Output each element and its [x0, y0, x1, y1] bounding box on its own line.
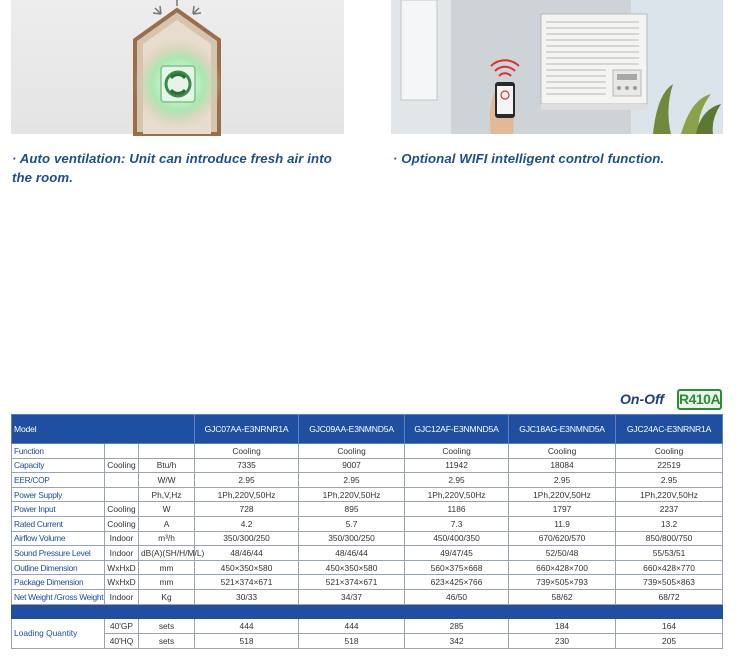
row-value: 46/50 — [405, 589, 509, 604]
table-row — [12, 618, 723, 633]
ventilation-illustration — [11, 0, 344, 134]
row-value: 55/53/51 — [616, 546, 723, 561]
row-condition — [105, 444, 139, 459]
row-value: 444 — [299, 618, 405, 633]
window-ac-wifi-icon — [391, 0, 723, 134]
row-value: Cooling — [405, 444, 509, 459]
table-row — [12, 531, 723, 546]
table-row — [12, 487, 723, 502]
row-value: 1186 — [405, 502, 509, 517]
row-unit — [139, 444, 195, 459]
row-unit: W/W — [139, 473, 195, 488]
row-label: Net Weight /Gross Weight — [12, 589, 105, 604]
row-value: 34/37 — [299, 589, 405, 604]
row-label: Sound Pressure Level — [12, 546, 105, 561]
row-value: Cooling — [509, 444, 616, 459]
row-unit: Btu/h — [139, 458, 195, 473]
row-value: 2.95 — [616, 473, 723, 488]
row-value: 560×375×668 — [405, 560, 509, 575]
model-name: GJC09AA-E3NMND5A — [299, 415, 405, 444]
row-value: 7.3 — [405, 516, 509, 531]
row-value: 518 — [299, 633, 405, 648]
row-value: 7335 — [195, 458, 299, 473]
house-ventilation-icon — [11, 0, 344, 134]
model-name: GJC07AA-E3NRNR1A — [195, 415, 299, 444]
row-value: 285 — [405, 618, 509, 633]
row-value: 5.7 — [299, 516, 405, 531]
row-value: 9007 — [299, 458, 405, 473]
row-value: 350/300/250 — [195, 531, 299, 546]
table-row — [12, 473, 723, 488]
row-condition: Indoor — [105, 589, 139, 604]
row-unit: sets — [139, 633, 195, 648]
row-value: 68/72 — [616, 589, 723, 604]
row-unit: A — [139, 516, 195, 531]
row-value: 444 — [195, 618, 299, 633]
row-value: 2.95 — [195, 473, 299, 488]
row-value: 850/800/750 — [616, 531, 723, 546]
row-value: 2.95 — [405, 473, 509, 488]
row-value: 450/400/350 — [405, 531, 509, 546]
row-value: 2.95 — [509, 473, 616, 488]
row-value: 728 — [195, 502, 299, 517]
table-row — [12, 546, 723, 561]
table-header-row — [12, 415, 723, 444]
model-name: GJC24AC-E3NRNR1A — [616, 415, 723, 444]
row-value: 739×505×793 — [509, 575, 616, 590]
row-value: Cooling — [195, 444, 299, 459]
row-value: 1Ph,220V,50Hz — [616, 487, 723, 502]
table-row — [12, 516, 723, 531]
row-unit: mm — [139, 560, 195, 575]
loading-quantity-label: Loading Quantity — [12, 618, 105, 648]
row-value: 1Ph,220V,50Hz — [299, 487, 405, 502]
row-value: 342 — [405, 633, 509, 648]
model-name: GJC18AG-E3NMND5A — [509, 415, 616, 444]
row-value: 48/46/44 — [195, 546, 299, 561]
row-label: Airflow Volume — [12, 531, 105, 546]
row-value: 18084 — [509, 458, 616, 473]
row-value: 30/33 — [195, 589, 299, 604]
row-label: EER/COP — [12, 473, 105, 488]
row-value: 1Ph,220V,50Hz — [195, 487, 299, 502]
wifi-ac-photo — [391, 0, 723, 134]
row-value: 58/62 — [509, 589, 616, 604]
row-value: 49/47/45 — [405, 546, 509, 561]
row-condition: Indoor — [105, 546, 139, 561]
row-label: Capacity — [12, 458, 105, 473]
refrigerant-badge: R410A — [677, 389, 722, 410]
row-label: Rated Current — [12, 516, 105, 531]
row-value: 450×350×580 — [195, 560, 299, 575]
row-value: 11942 — [405, 458, 509, 473]
row-label: Package Dimension — [12, 575, 105, 590]
row-value: 670/620/570 — [509, 531, 616, 546]
row-value: 22519 — [616, 458, 723, 473]
row-value: 521×374×671 — [299, 575, 405, 590]
row-condition: WxHxD — [105, 575, 139, 590]
container-type: 40'HQ — [105, 633, 139, 648]
row-value: 11.9 — [509, 516, 616, 531]
row-condition: Indoor — [105, 531, 139, 546]
separator-cell — [12, 604, 723, 618]
row-unit: W — [139, 502, 195, 517]
model-header: Model — [12, 415, 195, 444]
row-unit: m³/h — [139, 531, 195, 546]
row-label: Function — [12, 444, 105, 459]
table-row — [12, 458, 723, 473]
row-unit: dB(A)(SH/H/M/L) — [139, 546, 195, 561]
row-condition: Cooling — [105, 502, 139, 517]
row-value: 521×374×671 — [195, 575, 299, 590]
row-value: 895 — [299, 502, 405, 517]
wifi-caption: · Optional WIFI intelligent control function. — [393, 151, 665, 166]
row-value: 1797 — [509, 502, 616, 517]
row-value: 13.2 — [616, 516, 723, 531]
row-value: 350/300/250 — [299, 531, 405, 546]
row-value: 1Ph,220V,50Hz — [405, 487, 509, 502]
separator-row — [12, 604, 723, 618]
table-row — [12, 444, 723, 459]
row-value: 1Ph,220V,50Hz — [509, 487, 616, 502]
row-value: 4.2 — [195, 516, 299, 531]
spec-table — [11, 414, 723, 649]
table-row — [12, 502, 723, 517]
row-unit: mm — [139, 575, 195, 590]
row-value: 184 — [509, 618, 616, 633]
row-value: 518 — [195, 633, 299, 648]
table-row — [12, 560, 723, 575]
on-off-label: On-Off — [620, 391, 665, 407]
row-condition — [105, 473, 139, 488]
row-label: Outline Dimension — [12, 560, 105, 575]
row-unit: Ph,V,Hz — [139, 487, 195, 502]
row-value: 2.95 — [299, 473, 405, 488]
model-name: GJC12AF-E3NMND5A — [405, 415, 509, 444]
container-type: 40'GP — [105, 618, 139, 633]
row-value: 660×428×700 — [509, 560, 616, 575]
row-value: 660×428×770 — [616, 560, 723, 575]
table-row — [12, 589, 723, 604]
row-unit: sets — [139, 618, 195, 633]
row-condition — [105, 487, 139, 502]
row-value: 48/46/44 — [299, 546, 405, 561]
row-value: 2237 — [616, 502, 723, 517]
table-row — [12, 575, 723, 590]
row-value: 623×425×766 — [405, 575, 509, 590]
row-value: 739×505×863 — [616, 575, 723, 590]
row-condition: Cooling — [105, 516, 139, 531]
row-value: 230 — [509, 633, 616, 648]
row-value: Cooling — [299, 444, 405, 459]
row-value: Cooling — [616, 444, 723, 459]
row-label: Power Input — [12, 502, 105, 517]
row-condition: Cooling — [105, 458, 139, 473]
row-value: 52/50/48 — [509, 546, 616, 561]
row-condition: WxHxD — [105, 560, 139, 575]
row-label: Power Supply — [12, 487, 105, 502]
ventilation-caption: · Auto ventilation: Unit can introduce fresh air into the room. — [12, 151, 332, 185]
row-value: 450×350×580 — [299, 560, 405, 575]
row-value: 205 — [616, 633, 723, 648]
row-unit: Kg — [139, 589, 195, 604]
table-row — [12, 633, 723, 648]
row-value: 164 — [616, 618, 723, 633]
